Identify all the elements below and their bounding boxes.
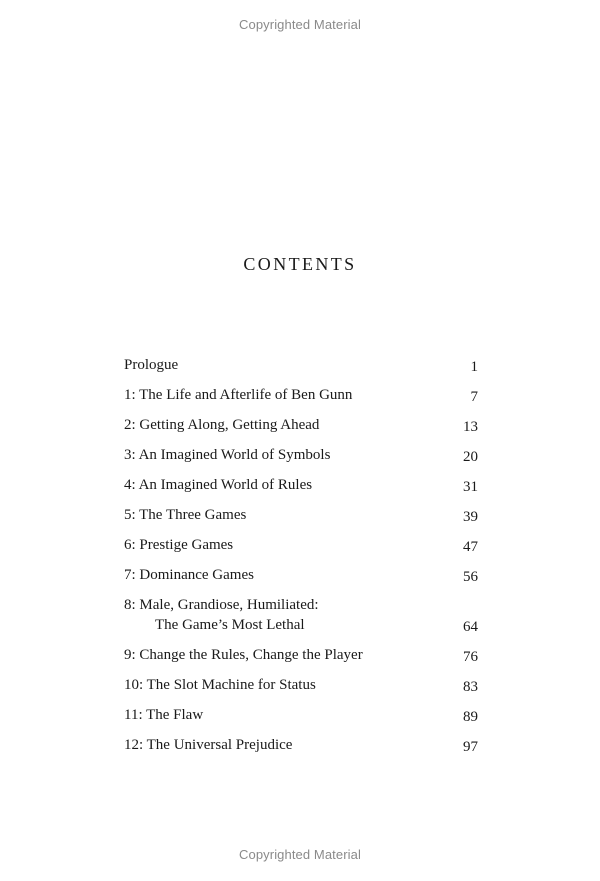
toc-entry-page: 13 [463,419,478,435]
toc-entry-page: 97 [463,739,478,755]
toc-entry-prologue[interactable] [124,355,478,375]
toc-entry-chapter-12[interactable] [124,735,478,755]
toc-entry-title: 9: Change the Rules, Change the Player [124,647,363,663]
toc-entry-chapter-7[interactable] [124,565,478,585]
toc-entry-chapter-1[interactable] [124,385,478,405]
toc-entry-page: 7 [470,389,478,405]
toc-entry-title: 10: The Slot Machine for Status [124,677,316,693]
toc-entry-page: 76 [463,649,478,665]
toc-entry-title: 8: Male, Grandiose, Humiliated: [124,597,319,613]
toc-entry-chapter-6[interactable] [124,535,478,555]
toc-entry-page: 39 [463,509,478,525]
toc-entry-title: 6: Prestige Games [124,537,234,553]
toc-entry-page: 1 [470,359,478,375]
toc-entry-chapter-4[interactable] [124,475,478,495]
toc-entry-title: 4: An Imagined World of Rules [124,477,313,493]
toc-entry-chapter-3[interactable] [124,445,478,465]
toc-entry-page: 47 [463,539,478,555]
toc-entry-title: 2: Getting Along, Getting Ahead [124,417,320,433]
contents-heading: CONTENTS [243,254,357,274]
toc-entry-page: 89 [463,709,478,725]
toc-entry-title: 5: The Three Games [124,507,247,523]
toc-entry-page: 64 [463,619,478,635]
toc-entry-page: 20 [463,449,478,465]
toc-entry-title: Prologue [124,357,179,373]
toc-entry-chapter-11[interactable] [124,705,478,725]
toc-entry-page: 31 [463,479,478,495]
toc-entry-chapter-10[interactable] [124,675,478,695]
toc-entry-page: 83 [463,679,478,695]
table-of-contents [124,355,478,765]
toc-entry-chapter-2[interactable] [124,415,478,435]
toc-entry-chapter-5[interactable] [124,505,478,525]
toc-entry-title: 11: The Flaw [124,707,204,723]
toc-entry-title: 3: An Imagined World of Symbols [124,447,331,463]
toc-entry-title-continued: The Game’s Most Lethal [155,617,305,633]
toc-entry-title: 12: The Universal Prejudice [124,737,293,753]
copyright-watermark-bottom: Copyrighted Material [239,847,361,862]
toc-entry-title: 1: The Life and Afterlife of Ben Gunn [124,387,353,403]
copyright-watermark-top: Copyrighted Material [239,17,361,32]
toc-entry-chapter-9[interactable] [124,645,478,665]
toc-entry-title: 7: Dominance Games [124,567,254,583]
toc-entry-chapter-8[interactable] [124,595,478,635]
toc-entry-page: 56 [463,569,478,585]
